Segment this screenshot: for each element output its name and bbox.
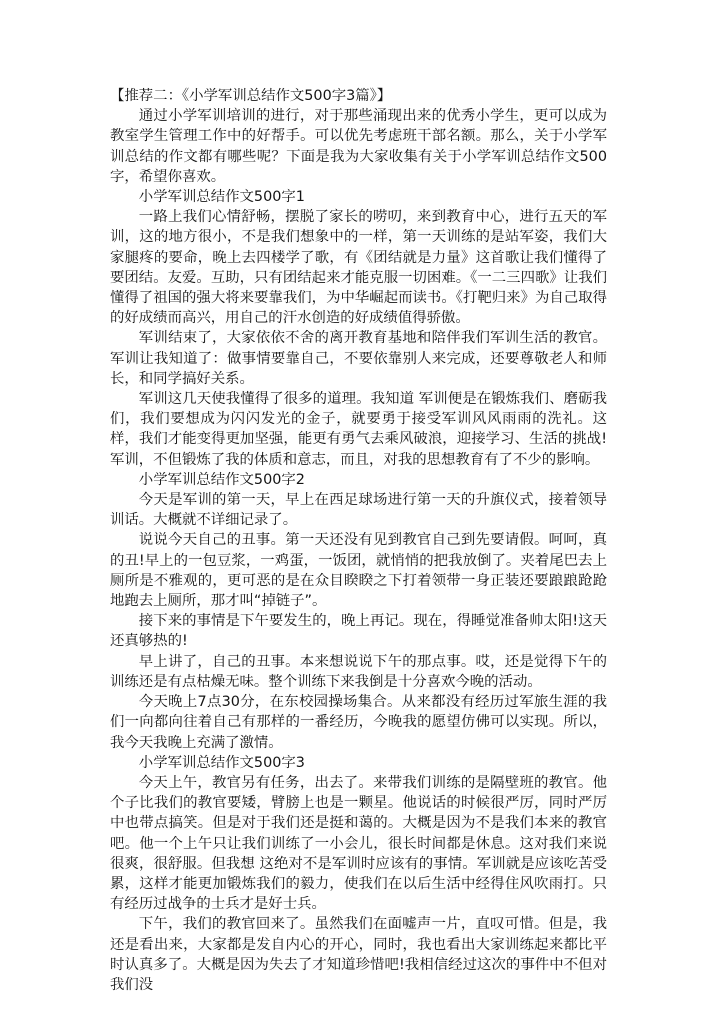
- body-paragraph: 早上讲了，自己的丑事。本来想说说下午的那点事。哎，还是觉得下午的训练还是有点枯燥无味。整个训练下来我倒是十分喜欢今晚的活动。: [110, 653, 607, 690]
- body-paragraph: 一路上我们心情舒畅，摆脱了家长的唠叨，来到教育中心，进行五天的军训，这的地方很小，不是我们想象中的一样，第一天训练的是站军姿，我们大家腿疼的要命，晚上去四楼学了歌，有《团结就是力量》这首歌让我们懂得了要团结。友爱。互助，只有团结起来才能克服一切困难。《一二三四歌》让我们懂得了祖国的强大将来要靠我们，为中华崛起而读书。《打靶归来》为自己取得的好成绩而高兴，用自己的汗水创造的好成绩值得骄傲。: [110, 209, 607, 327]
- article-title: 【推荐二：《小学军训总结作文500字3篇》】: [110, 88, 392, 104]
- body-paragraph: 下午，我们的教官回来了。虽然我们在面嘘声一片，直叹可惜。但是，我还是看出来，大家都是发自内心的开心，同时，我也看出大家训练起来都比平时认真多了。大概是因为失去了才知道珍惜吧!我相信经过这次的事件中不但对我们没: [110, 916, 607, 993]
- body-paragraph: 军训这几天使我懂得了很多的道理。我知道 军训便是在锻炼我们、磨砺我们，我们要想成为闪闪发光的金子，就要勇于接受军训风风雨雨的洗礼。这样，我们才能变得更加坚强，能更有勇气去乘风破浪，迎接学习、生活的挑战!军训，不但锻炼了我的体质和意志，而且，对我的思想教育有了不少的影响。: [110, 391, 607, 468]
- body-paragraph: 今天晚上7点30分，在东校园操场集合。从来都没有经历过军旅生涯的我们一向都向往着自己有那样的一番经历，今晚我的愿望仿佛可以实现。所以，我今天我晚上充满了激情。: [110, 694, 607, 751]
- intro-paragraph: 通过小学军训培训的进行，对于那些涌现出来的优秀小学生，更可以成为教室学生管理工作中的好帮手。可以优先考虑班干部名额。那么，关于小学军训总结的作文都有哪些呢？下面是我为大家收集有关于小学军训总结作文500字，希望你喜欢。: [110, 108, 607, 185]
- section-heading-3: 小学军训总结作文500字3: [138, 754, 305, 771]
- body-paragraph: 今天是军训的第一天，早上在西足球场进行第一天的升旗仪式，接着领导训话。大概就不详细记录了。: [110, 492, 607, 529]
- body-paragraph: 军训结束了，大家依依不舍的离开教育基地和陪伴我们军训生活的教官。军训让我知道了：做事情要靠自己，不要依靠别人来完成，还要尊敬老人和师长，和同学搞好关系。: [110, 330, 607, 387]
- section-heading-1: 小学军训总结作文500字1: [138, 189, 305, 206]
- article-body: [110, 86, 607, 995]
- body-paragraph: 今天上午，教官另有任务，出去了。来带我们训练的是隔壁班的教官。他个子比我们的教官要矮，臂膀上也是一颗星。他说话的时候很严厉，同时严厉中也带点搞笑。但是对于我们还是挺和蔼的。大概是因为不是我们本来的教官吧。他一个上午只让我们训练了一小会儿，很长时间都是休息。这对我们来说很爽，很舒服。但我想 这绝对不是军训时应该有的事情。军训就是应该吃苦受累，这样才能更加锻炼我们的毅力，使我们在以后生活中经得住风吹雨打。只有经历过战争的士兵才是好士兵。: [110, 774, 607, 913]
- section-heading-2: 小学军训总结作文500字2: [138, 471, 305, 488]
- body-paragraph: 接下来的事情是下午要发生的，晚上再记。现在，得睡觉准备帅太阳!这天还真够热的!: [110, 613, 607, 650]
- body-paragraph: 说说今天自己的丑事。第一天还没有见到教官自己到先要请假。呵呵，真的丑!早上的一包豆浆，一鸡蛋，一饭团，就悄悄的把我放倒了。夹着尾巴去上厕所是不雅观的，更可恶的是在众目睽睽之下打着领带一身正装还要踉踉跄跄地跑去上厕所，那才叫“掉链子”。: [110, 532, 607, 610]
